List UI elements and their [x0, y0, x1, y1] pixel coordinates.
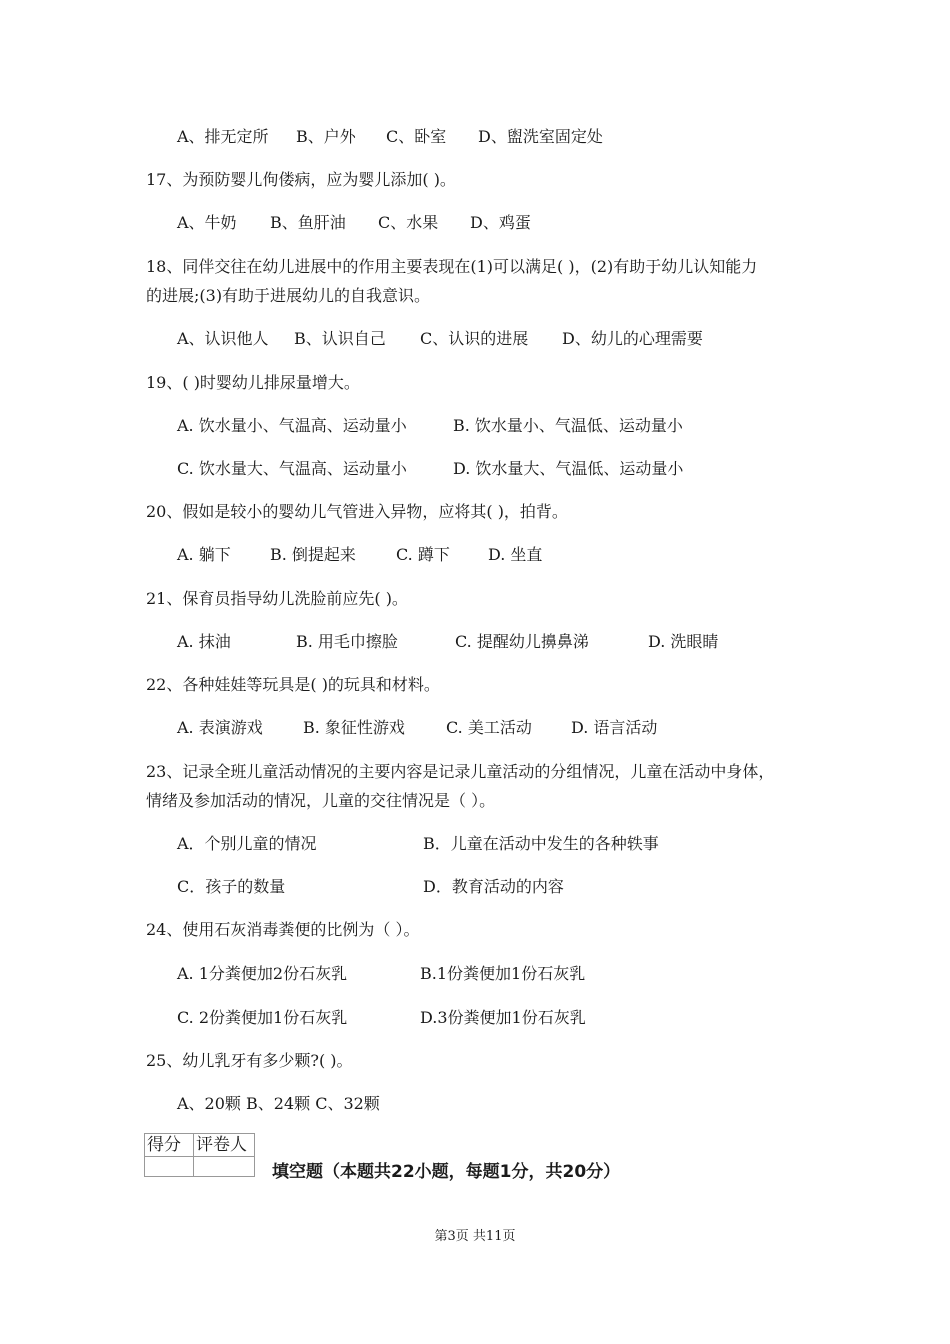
q17-option-d: D、鸡蛋: [470, 213, 531, 232]
q19-option-b: B. 饮水量小、气温低、运动量小: [453, 416, 683, 435]
q20-stem: 20、假如是较小的婴幼儿气管进入异物，应将其( )，拍背。: [146, 502, 568, 521]
grader-label: 评卷人: [194, 1134, 255, 1157]
q20-option-a: A. 躺下: [177, 545, 231, 564]
score-label: 得分: [145, 1134, 194, 1157]
q20-option-b: B. 倒提起来: [270, 545, 356, 564]
q19-stem: 19、( )时婴幼儿排尿量增大。: [146, 373, 360, 392]
q20-option-d: D. 坐直: [488, 545, 543, 564]
q23-option-b: B．儿童在活动中发生的各种轶事: [423, 834, 659, 853]
q18-option-d: D、幼儿的心理需要: [562, 329, 703, 348]
q25-options: A、20颗 B、24颗 C、32颗: [177, 1094, 380, 1113]
q17-option-b: B、鱼肝油: [270, 213, 346, 232]
q20-option-c: C. 蹲下: [396, 545, 450, 564]
grader-cell: [194, 1157, 255, 1177]
q19-option-d: D. 饮水量大、气温低、运动量小: [453, 459, 684, 478]
q21-option-a: A. 抹油: [177, 632, 231, 651]
q23-option-a: A．个别儿童的情况: [177, 834, 317, 853]
q22-option-a: A. 表演游戏: [177, 718, 263, 737]
q18-option-c: C、认识的进展: [420, 329, 529, 348]
q21-option-d: D. 洗眼睛: [648, 632, 719, 651]
q23-option-d: D．教育活动的内容: [423, 877, 564, 896]
q19-option-c: C. 饮水量大、气温高、运动量小: [177, 459, 407, 478]
q21-option-c: C. 提醒幼儿擤鼻涕: [455, 632, 589, 651]
q22-option-c: C. 美工活动: [446, 718, 532, 737]
q24-option-c: C. 2份粪便加1份石灰乳: [177, 1008, 348, 1027]
q22-option-b: B. 象征性游戏: [303, 718, 405, 737]
q16-option-d: D、盥洗室固定处: [478, 127, 603, 146]
q16-option-c: C、卧室: [386, 127, 447, 146]
q18-stem-line2: 的进展;(3)有助于进展幼儿的自我意识。: [146, 286, 431, 305]
q18-option-b: B、认识自己: [294, 329, 386, 348]
q17-option-c: C、水果: [378, 213, 439, 232]
q21-option-b: B. 用毛巾擦脸: [296, 632, 398, 651]
q23-stem-line2: 情绪及参加活动的情况，儿童的交往情况是（ ）。: [146, 791, 496, 810]
score-cell: [145, 1157, 194, 1177]
q24-stem: 24、使用石灰消毒粪便的比例为（ ）。: [146, 920, 420, 939]
page-footer: 第3页 共11页: [434, 1229, 516, 1244]
q23-option-c: C．孩子的数量: [177, 877, 286, 896]
q16-option-a: A、排无定所: [177, 127, 269, 146]
q22-option-d: D. 语言活动: [571, 718, 658, 737]
q16-option-b: B、户外: [296, 127, 356, 146]
q18-stem-line1: 18、同伴交往在幼儿进展中的作用主要表现在(1)可以满足( )，(2)有助于幼儿认知能力: [146, 257, 758, 276]
q17-stem: 17、为预防婴儿佝偻病，应为婴儿添加( )。: [146, 170, 456, 189]
q22-stem: 22、各种娃娃等玩具是( )的玩具和材料。: [146, 675, 440, 694]
q24-option-a: A. 1分粪便加2份石灰乳: [177, 964, 348, 983]
q24-option-d: D.3份粪便加1份石灰乳: [420, 1008, 586, 1027]
q23-stem-line1: 23、记录全班儿童活动情况的主要内容是记录儿童活动的分组情况，儿童在活动中身体，: [146, 762, 775, 781]
q17-option-a: A、牛奶: [177, 213, 237, 232]
q18-option-a: A、认识他人: [177, 329, 269, 348]
section-title: 填空题（本题共22小题，每题1分，共20分）: [272, 1162, 621, 1182]
q24-option-b: B.1份粪便加1份石灰乳: [420, 964, 586, 983]
score-box: [144, 1133, 255, 1177]
q19-option-a: A. 饮水量小、气温高、运动量小: [177, 416, 407, 435]
q25-stem: 25、幼儿乳牙有多少颗?( )。: [146, 1051, 353, 1070]
q21-stem: 21、保育员指导幼儿洗脸前应先( )。: [146, 589, 408, 608]
